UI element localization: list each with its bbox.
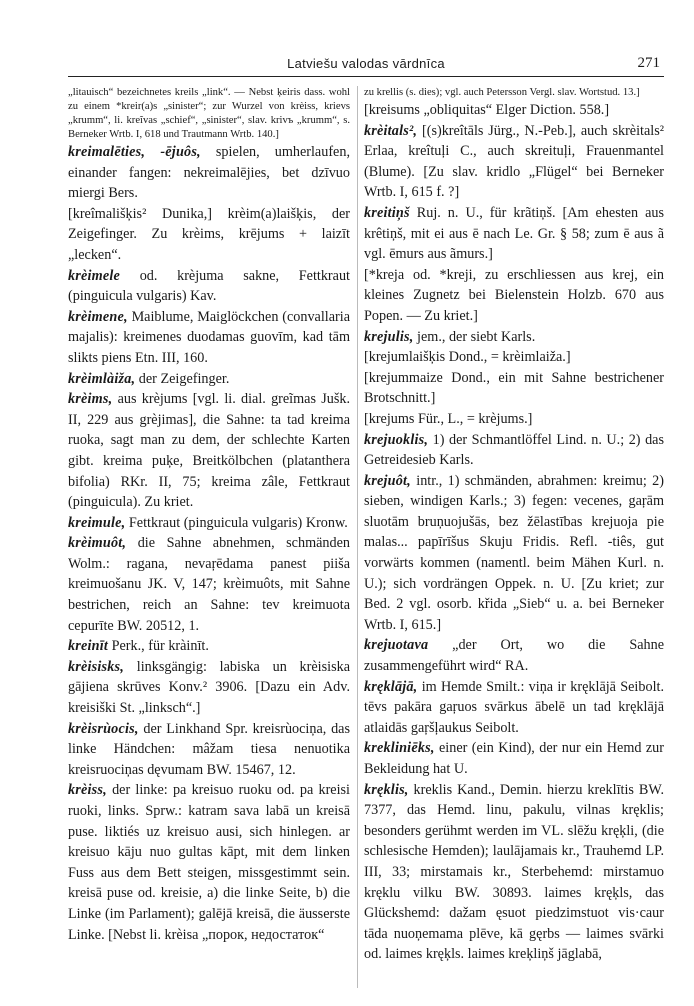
entry-text: Fettkraut (pinguicula vulgaris) Kronw. (125, 514, 348, 531)
entry-headword: krejuotava (364, 637, 429, 654)
entry-text: [*kreja od. *kreji, zu erschliessen aus krej, ein kleines Zugnetz bei Bielenstein Holzb. 670 aus Popen. — Zu kriet.] (364, 266, 664, 324)
dictionary-entry (364, 327, 664, 348)
entry-headword: krèisisks, (68, 658, 124, 675)
dictionary-entry (364, 347, 664, 368)
entry-headword: krèitals², (364, 122, 418, 139)
dictionary-entry (364, 100, 664, 121)
entry-text: [krejumlaišķis Dond., = krèimlaiža.] (364, 349, 571, 366)
entry-headword: krejuôt, (364, 472, 411, 489)
entry-text: [(s)kreîtāls Jürg., N.-Peb.], auch skrèitals² Erlaa, kreîtuļi C., auch skreituļi, Frauenmantel (Blume). [Zu slav. kridlo „Flügel“ bei Berneker Wrtb. I, 615 f. ?] (364, 122, 664, 201)
entry-text: aus krèjums [vgl. li. dial. greĩmas Jušk. II, 229 aus grèjimas], die Sahne: ta tad kreima ruoka, sagt man zu dem, der schlechte Karten gibt. kreima puķe, Breitkölbchen (platanthera bifolia) RKr. II, 75; kreima zâle, Fettkraut (pinguicula). Zu kriet. (68, 391, 350, 511)
dictionary-entry (364, 265, 664, 327)
entry-headword: krejulis, (364, 328, 414, 345)
running-header (68, 56, 664, 77)
entry-headword: kręklājā, (364, 678, 418, 695)
dictionary-entry (68, 86, 350, 142)
running-title: Latviešu valodas vārdnīca (287, 56, 445, 71)
dictionary-entry (68, 513, 350, 534)
entry-headword: krèimlàiža, (68, 370, 136, 387)
dictionary-entry (68, 636, 350, 657)
entry-headword: krèisrùocis, (68, 720, 139, 737)
dictionary-entry (364, 677, 664, 739)
two-column-body (68, 86, 664, 988)
dictionary-entry (364, 430, 664, 471)
dictionary-entry (68, 657, 350, 719)
dictionary-entry (364, 121, 664, 203)
entry-headword: kreinīt (68, 638, 109, 655)
entry-headword: krèims, (68, 391, 113, 408)
entry-text: der Zeigefinger. (135, 370, 230, 387)
entry-text: [kreisums „obliquitas“ Elger Diction. 558.] (364, 102, 610, 118)
entry-headword: krèimele (68, 267, 121, 284)
left-column (68, 86, 350, 988)
entry-text: zu krellis (s. dies); vgl. auch Petersson Vergl. slav. Wortstud. 13.] (364, 87, 640, 98)
dictionary-entry (364, 409, 664, 430)
entry-headword: kreitiņš (364, 204, 410, 221)
entry-text: „litauisch“ bezeichnetes kreils „link“. — Nebst ķeiris dass. wohl zu einem *kreir(a)s „sinister“; zur Wurzel von krèiss, krievs „krumm“, li. kreĩvas „schief“, „sinister“, slav. krivъ „krumm“, s. Berneker Wrtb. I, 618 und Trautmann Wrtb. 140.] (68, 87, 350, 140)
entry-text: [krejummaize Dond., ein mit Sahne bestrichener Brotschnitt.] (364, 369, 664, 407)
entry-text: Ruj. n. U., für krãtiņš. [Am ehesten aus krêtiņš, mit ei aus ē nach Le. Gr. § 58; zum ē aus ã vgl. ēmurs aus ãmurs.] (364, 204, 664, 263)
entry-headword: krekliniēks, (364, 740, 435, 757)
entry-text: Perk., für kràinīt. (108, 638, 209, 655)
dictionary-entry (68, 142, 350, 204)
entry-headword: krèimuôt, (68, 535, 127, 552)
entry-headword: kreimalēties, -ējuôs, (68, 144, 201, 160)
entry-text: linksgängig: labiska un krèisiska gājiena skrūves Konv.² 3906. [Dazu ein Adv. kreisiški St. „linksch“.] (68, 658, 350, 717)
entry-text: kreklis Kand., Demin. hierzu kreklītis BW. 7377, das Hemd. linu, pakulu, vilnas kręklis; besonders gerühmt werden im VL. slēžu kręķli, (die schlesische Hemden); laulājamais kr., Trauhemd LP. III, 33; mirstamais kr., Sterbehemd: mirstamuo kręklu vilku BW. 30893. laimes kręķls, das Glückshemd: dažam ęsuot piedzimstuot vis·caur tāda nuoņemama plēve, kā gęrbs — laimes svārki od. laimes kręķls. laimes kreķliņš jāglabā, (364, 781, 664, 963)
dictionary-entry (68, 307, 350, 369)
entry-text: [krejums Für., L., = krèjums.] (364, 410, 533, 427)
dictionary-entry (364, 635, 664, 676)
entry-text: Maiblume, Maiglöckchen (convallaria majalis): kreimenes duodamas guovīm, kad tām slikts piens Etn. III, 160. (68, 308, 350, 366)
entry-text: der linke: pa kreisuo ruoku od. pa kreisi ruoki, links. Sprw.: katram sava labā un kreisā puse. liktiés uz kreisuo ausi, sich hinlegen. ar kreisuo kāju nuo gultas kāpt, mit dem linken Fuss aus dem Bett steigen, missgestimmt sein. kreisā puse od. kreisie, a) die linke Seite, b) die Linke (im Parlament); galējā kreisā, die äusserste Linke. [Nebst li. krèisa „порок, недостаток“ (68, 782, 350, 943)
dictionary-entry (68, 533, 350, 636)
dictionary-entry (68, 780, 350, 945)
page-number: 271 (637, 55, 660, 71)
entry-headword: krèiss, (68, 782, 107, 799)
entry-text: spielen, umherlaufen, einander fangen: nekreimalējies, bet dzīvuo miergi Bers. (68, 144, 350, 202)
entry-text: die Sahne abnehmen, schmänden Wolm.: ragana, nevaŗēdama panest piiša kreimuošanu JK. V, 147; krèimuôts, mit Sahne bestrichen, reich an Sahne: tev kreimuota cepurīte BW. 20512, 1. (68, 535, 350, 634)
entry-text: im Hemde Smilt.: viņa ir kręklājā Seibolt. tēvs pakāra gaŗuos svārkus ābelē un tad kręklājā atlaidās gaŗšļaukus Seibolt. (364, 678, 664, 736)
entry-text: 1) der Schmantlöffel Lind. n. U.; 2) das Getreidesieb Karls. (364, 431, 664, 469)
dictionary-entry (364, 86, 664, 100)
dictionary-entry (364, 780, 664, 965)
entry-text: „der Ort, wo die Sahne zusammengeführt wird“ RA. (364, 637, 664, 675)
dictionary-entry (68, 204, 350, 266)
entry-headword: krèimene, (68, 308, 128, 325)
entry-text: einer (ein Kind), der nur ein Hemd zur Bekleidung hat U. (364, 740, 664, 777)
entry-text: jem., der siebt Karls. (413, 328, 536, 345)
dictionary-entry (364, 203, 664, 265)
dictionary-entry (68, 369, 350, 390)
right-column (357, 86, 664, 988)
entry-text: od. krèjuma sakne, Fettkraut (pinguicula vulgaris) Kav. (68, 267, 350, 305)
entry-headword: krejuoklis, (364, 431, 429, 448)
dictionary-entry (68, 266, 350, 307)
dictionary-entry (364, 368, 664, 409)
entry-headword: kręklis, (364, 781, 409, 798)
dictionary-entry (364, 738, 664, 779)
dictionary-entry (68, 719, 350, 781)
entry-text: intr., 1) schmänden, abrahmen: kreimu; 2) sieben, windigen Karls.; 3) fegen: vecenes, gaŗām sluotām bruņuojušās, bez žēlastības krejuoja pie malas... papīrīšus Skuju Fridis. Refl. -tiês, gut vorwärts kommen (namentl. beim Mähen Kurl. n. U.); sich vordrängen Oppek. n. U. [Zu kriet; zur Bed. 2 vgl. osorb. křida „Sieb“ u. a. bei Berneker Wrtb. I, 615.] (364, 472, 664, 633)
entry-text: der Linkhand Spr. kreisrùociņa, das linke Händchen: mâžam tiesa nenuotika kreisruociņas dęvumam BW. 15467, 12. (68, 720, 350, 778)
entry-headword: kreimule, (68, 514, 126, 531)
dictionary-entry (364, 471, 664, 636)
entry-text: [kreîmališķis² Dunika,] krèim(a)laišķis, der Zeigefinger. Zu krèims, krējums + laizīt „lecken“. (68, 205, 350, 263)
dictionary-entry (68, 389, 350, 513)
